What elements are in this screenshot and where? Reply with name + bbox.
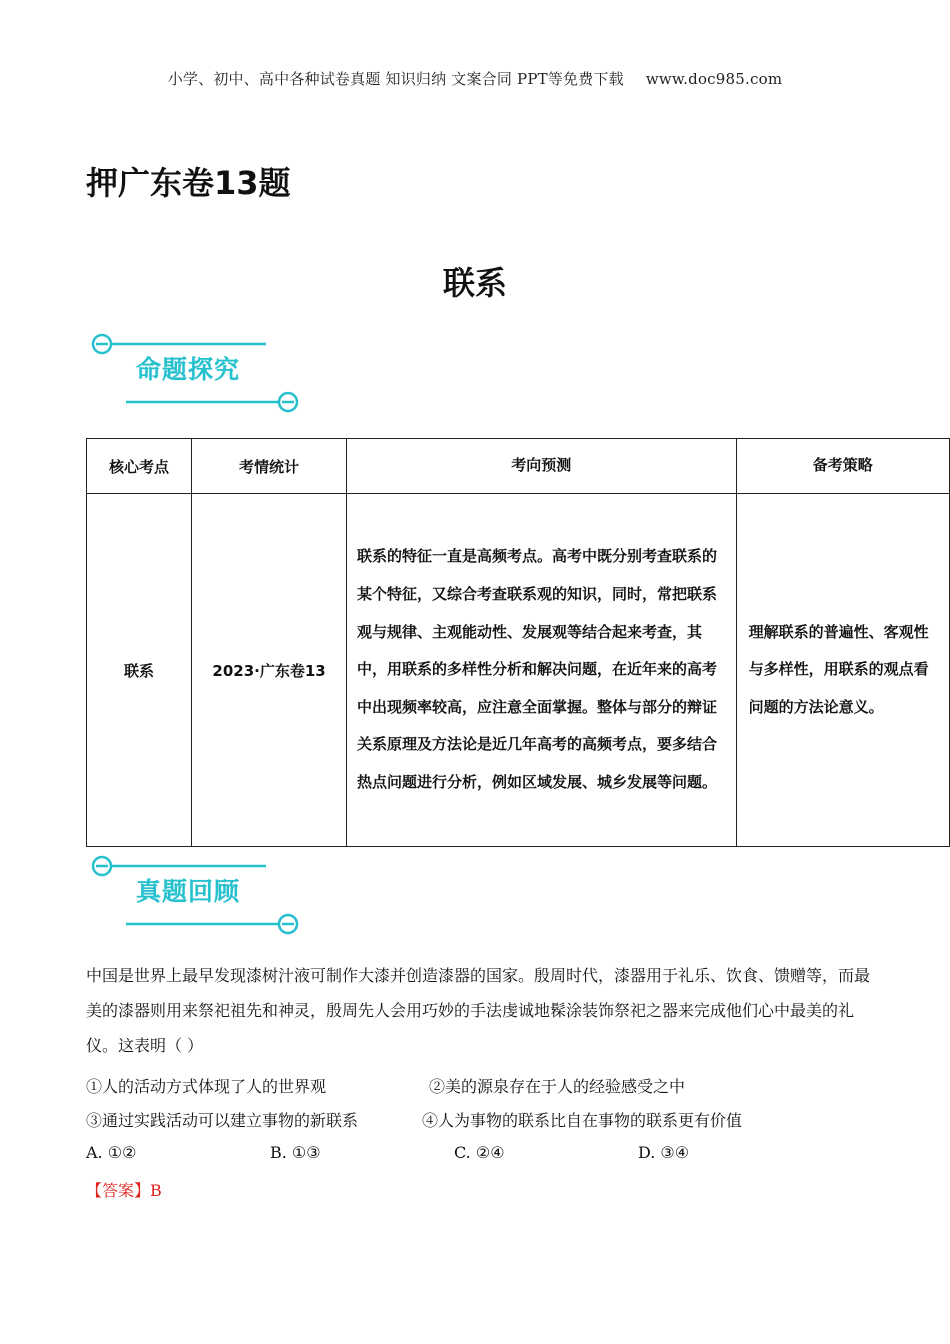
exam-stat-cell: 2023·广东卷13 bbox=[192, 494, 347, 847]
statement-item: ③通过实践活动可以建立事物的新联系 bbox=[86, 1111, 359, 1130]
table-header-row bbox=[87, 439, 950, 494]
choice-c[interactable]: C. ②④ bbox=[454, 1143, 505, 1162]
statement-item: ①人的活动方式体现了人的世界观 bbox=[86, 1077, 327, 1096]
strategy-cell: 理解联系的普遍性、客观性与多样性，用联系的观点看问题的方法论意义。 bbox=[736, 494, 949, 847]
statement-item: ②美的源泉存在于人的经验感受之中 bbox=[429, 1077, 686, 1096]
choice-b[interactable]: B. ①③ bbox=[270, 1143, 321, 1162]
statement-row bbox=[86, 1108, 742, 1131]
table-row bbox=[87, 494, 950, 847]
header-url[interactable]: www.doc985.com bbox=[645, 70, 783, 88]
page-header bbox=[0, 68, 950, 89]
section-badge-review bbox=[86, 848, 306, 940]
topic-title: 联系 bbox=[442, 264, 507, 302]
table-header-cell: 考向预测 bbox=[347, 439, 737, 494]
section-label: 真题回顾 bbox=[136, 877, 241, 906]
table-header-cell: 备考策略 bbox=[736, 439, 949, 494]
page-title: 押广东卷13题 bbox=[86, 164, 291, 202]
exam-analysis-table bbox=[86, 438, 950, 847]
choice-a[interactable]: A. ①② bbox=[86, 1143, 137, 1162]
header-text: 小学、初中、高中各种试卷真题 知识归纳 文案合同 PPT等免费下载 bbox=[167, 70, 624, 88]
forecast-cell: 联系的特征一直是高频考点。高考中既分别考查联系的某个特征，又综合考查联系观的知识，同时，常把联系观与规律、主观能动性、发展观等结合起来考查，其中，用联系的多样性分析和解决问题，在近年来的高考中出现频率较高，应注意全面掌握。整体与部分的辩证关系原理及方法论是近几年高考的高频考点，要多结合热点问题进行分析，例如区域发展、城乡发展等问题。 bbox=[347, 494, 737, 847]
table-header-cell: 核心考点 bbox=[87, 439, 192, 494]
section-label: 命题探究 bbox=[136, 355, 241, 384]
table-header-cell: 考情统计 bbox=[192, 439, 347, 494]
question-stem: 中国是世界上最早发现漆树汁液可制作大漆并创造漆器的国家。殷周时代，漆器用于礼乐、饮食、馈赠等，而最美的漆器则用来祭祀祖先和神灵，殷周先人会用巧妙的手法虔诚地髹涂装饰祭祀之器来完成他们心中最美的礼仪。这表明（ ） bbox=[86, 966, 871, 1055]
choice-d[interactable]: D. ③④ bbox=[638, 1143, 690, 1162]
section-badge-proposition bbox=[86, 326, 306, 418]
statement-item: ④人为事物的联系比自在事物的联系更有价值 bbox=[422, 1111, 743, 1130]
answer-text: 【答案】B bbox=[86, 1181, 162, 1200]
core-point-cell: 联系 bbox=[87, 494, 192, 847]
statement-row bbox=[86, 1074, 685, 1097]
